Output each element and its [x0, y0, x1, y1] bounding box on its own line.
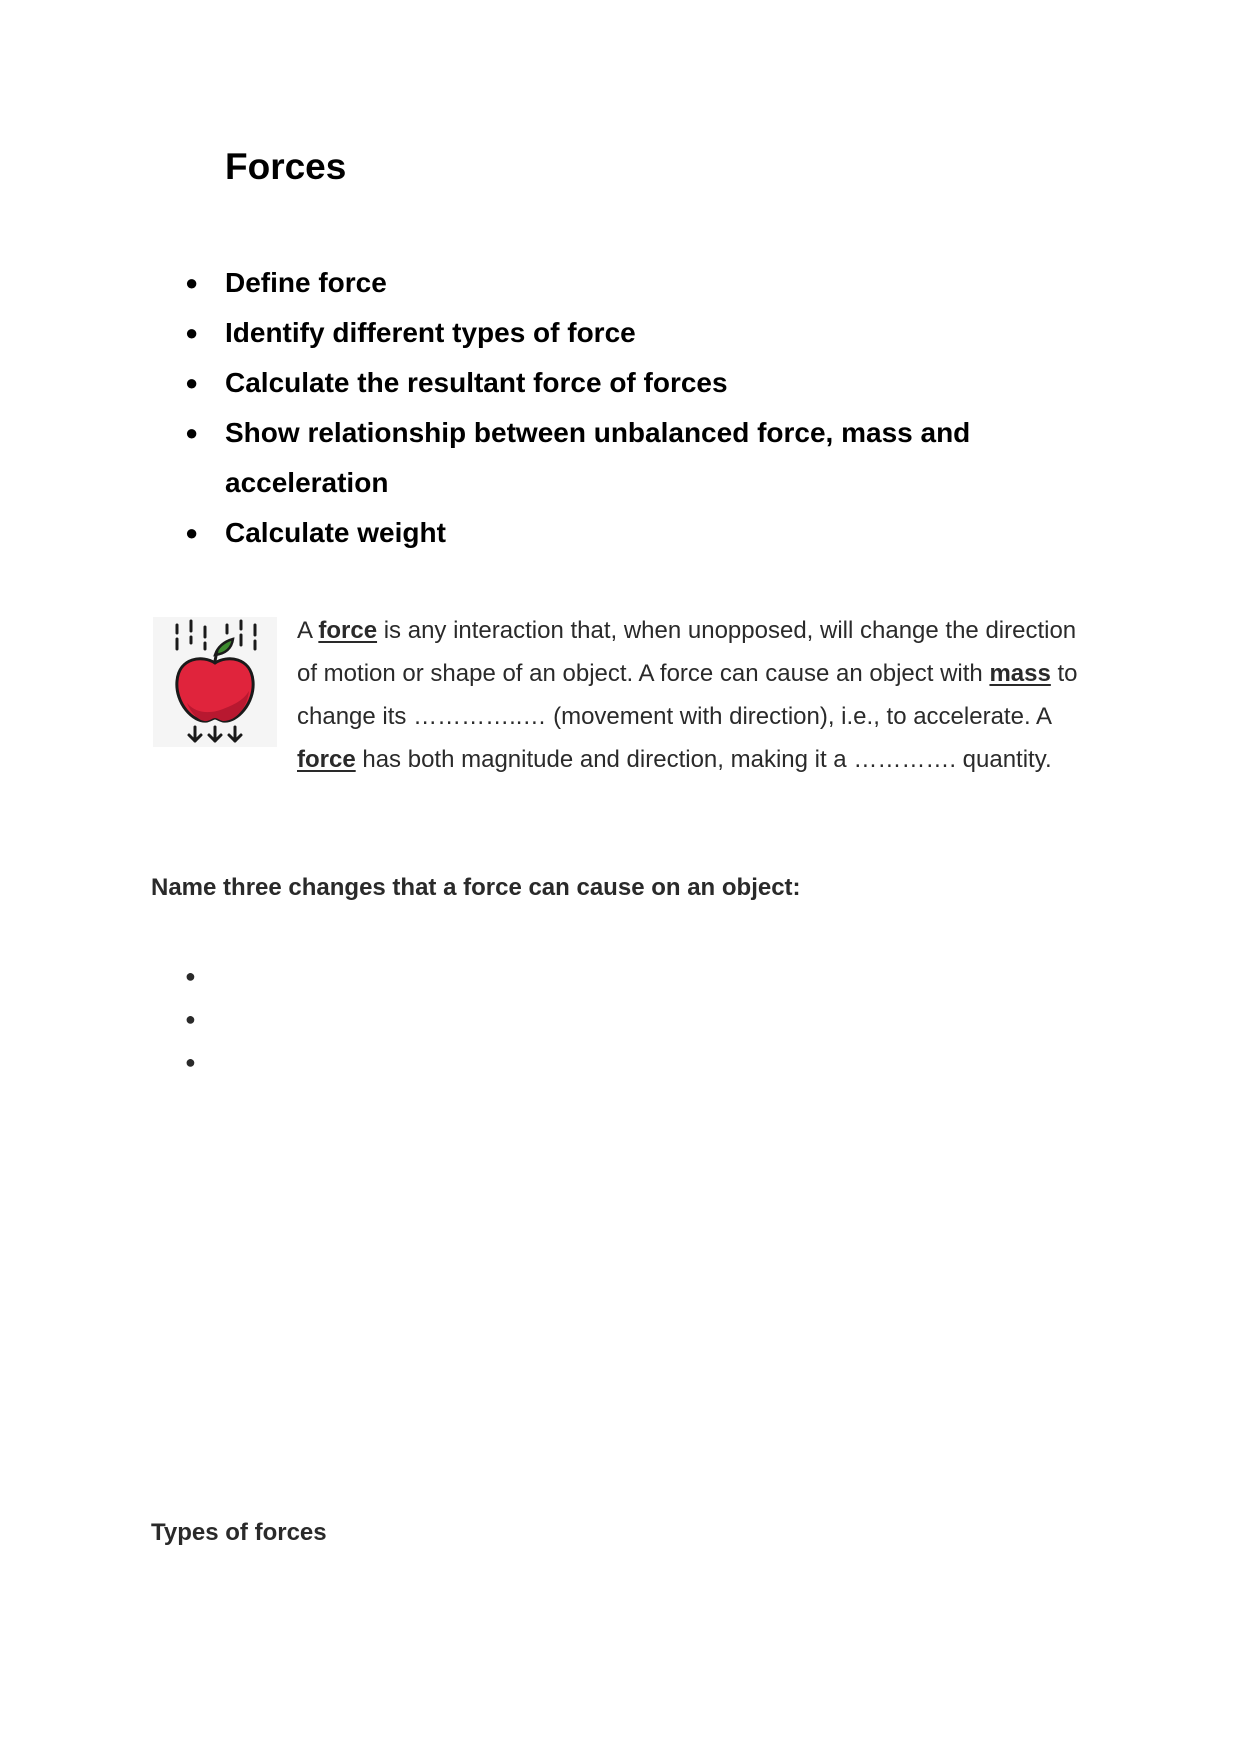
objective-item: ● Calculate weight	[225, 508, 1125, 558]
answer-bullet[interactable]: ●	[185, 966, 196, 986]
term-force: force	[318, 617, 378, 644]
objective-item: ● Identify different types of force	[225, 308, 1125, 358]
force-definition-paragraph	[151, 609, 1101, 781]
definition-text: A	[297, 617, 319, 644]
definition-text: has both magnitude and direction, making it a …………. quantity.	[355, 746, 1052, 773]
answer-bullet[interactable]: ●	[185, 1009, 196, 1029]
section-heading: Types of forces	[151, 1519, 327, 1546]
page-title: Forces	[225, 146, 347, 187]
answer-bullet-list	[185, 955, 196, 1084]
question-prompt: Name three changes that a force can cause on an object:	[151, 874, 801, 901]
objective-item: ● Calculate the resultant force of forces	[225, 358, 1125, 408]
term-force: force	[297, 746, 356, 773]
objective-item: ● Show relationship between unbalanced force, mass and acceleration	[225, 408, 1125, 508]
term-mass: mass	[989, 660, 1051, 687]
answer-bullet[interactable]: ●	[185, 1052, 196, 1072]
learning-objectives-list	[225, 258, 1125, 558]
definition-text: is any interaction that, when unopposed, will change the direction of motion or shape of an object. A force can cause an object with	[297, 617, 1077, 687]
definition-text: to change its …………..… (movement with direction), i.e., to accelerate. A	[297, 660, 1078, 730]
image-spacer	[151, 609, 297, 781]
objective-item: ● Define force	[225, 258, 1125, 308]
